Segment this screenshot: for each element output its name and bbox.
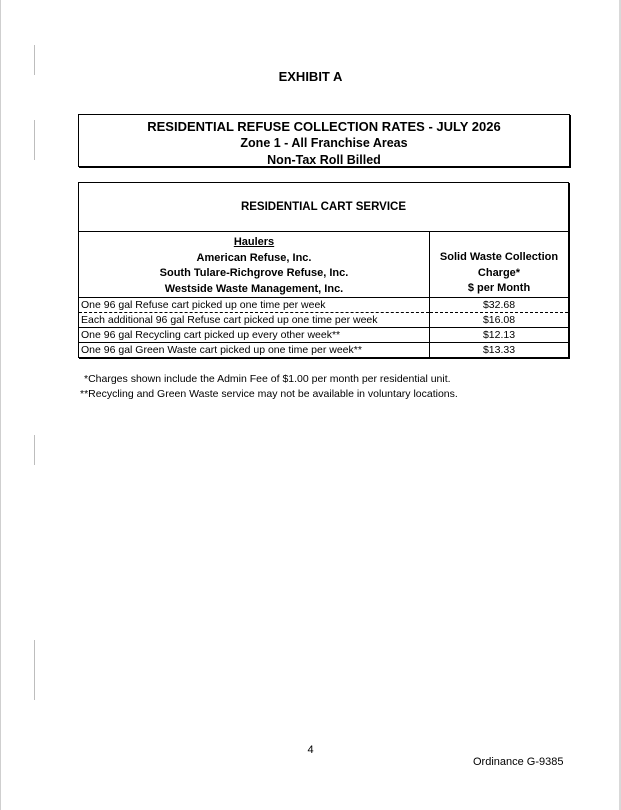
haulers-title: Haulers bbox=[233, 236, 275, 248]
scan-mark bbox=[34, 120, 35, 160]
footnote: *Charges shown include the Admin Fee of $1.00 per month per residential unit. bbox=[84, 373, 451, 385]
table-row bbox=[79, 298, 569, 313]
exhibit-heading: EXHIBIT A bbox=[278, 69, 343, 84]
table-row bbox=[79, 343, 569, 358]
table-row bbox=[79, 313, 569, 328]
hauler-name: South Tulare-Richgrove Refuse, Inc. bbox=[159, 267, 349, 279]
ordinance-number: Ordinance G-9385 bbox=[473, 756, 564, 768]
charge-header-line: $ per Month bbox=[467, 282, 531, 294]
section-header: RESIDENTIAL CART SERVICE bbox=[79, 183, 569, 232]
footnote: **Recycling and Green Waste service may not be available in voluntary locations. bbox=[80, 387, 458, 400]
page-edge bbox=[0, 0, 1, 810]
title-line-3: Non-Tax Roll Billed bbox=[267, 153, 381, 167]
charge-header-cell bbox=[430, 232, 569, 298]
service-description: One 96 gal Refuse cart picked up one time per week bbox=[79, 298, 430, 313]
charge-header-line: Charge* bbox=[477, 266, 521, 279]
service-description: One 96 gal Green Waste cart picked up one time per week** bbox=[79, 343, 430, 358]
rates-table bbox=[78, 182, 569, 358]
charge-header-line: Solid Waste Collection bbox=[439, 251, 559, 263]
scan-mark bbox=[34, 640, 35, 700]
service-rate: $16.08 bbox=[430, 313, 569, 328]
title-line-1: RESIDENTIAL REFUSE COLLECTION RATES - JULY 2026 bbox=[147, 119, 501, 134]
page-number: 4 bbox=[307, 744, 314, 756]
hauler-name: American Refuse, Inc. bbox=[196, 251, 312, 264]
footnotes bbox=[80, 372, 458, 401]
scan-mark bbox=[34, 435, 35, 465]
service-description: Each additional 96 gal Refuse cart picked up one time per week bbox=[79, 313, 430, 328]
hauler-name: Westside Waste Management, Inc. bbox=[164, 282, 344, 295]
service-rate: $12.13 bbox=[430, 328, 569, 343]
haulers-cell bbox=[79, 232, 430, 298]
title-box bbox=[78, 114, 570, 167]
title-line-2: Zone 1 - All Franchise Areas bbox=[240, 136, 408, 150]
service-rate: $32.68 bbox=[430, 298, 569, 313]
service-rate: $13.33 bbox=[482, 344, 516, 356]
table-row bbox=[79, 328, 569, 343]
service-description: One 96 gal Recycling cart picked up every other week** bbox=[79, 328, 430, 343]
